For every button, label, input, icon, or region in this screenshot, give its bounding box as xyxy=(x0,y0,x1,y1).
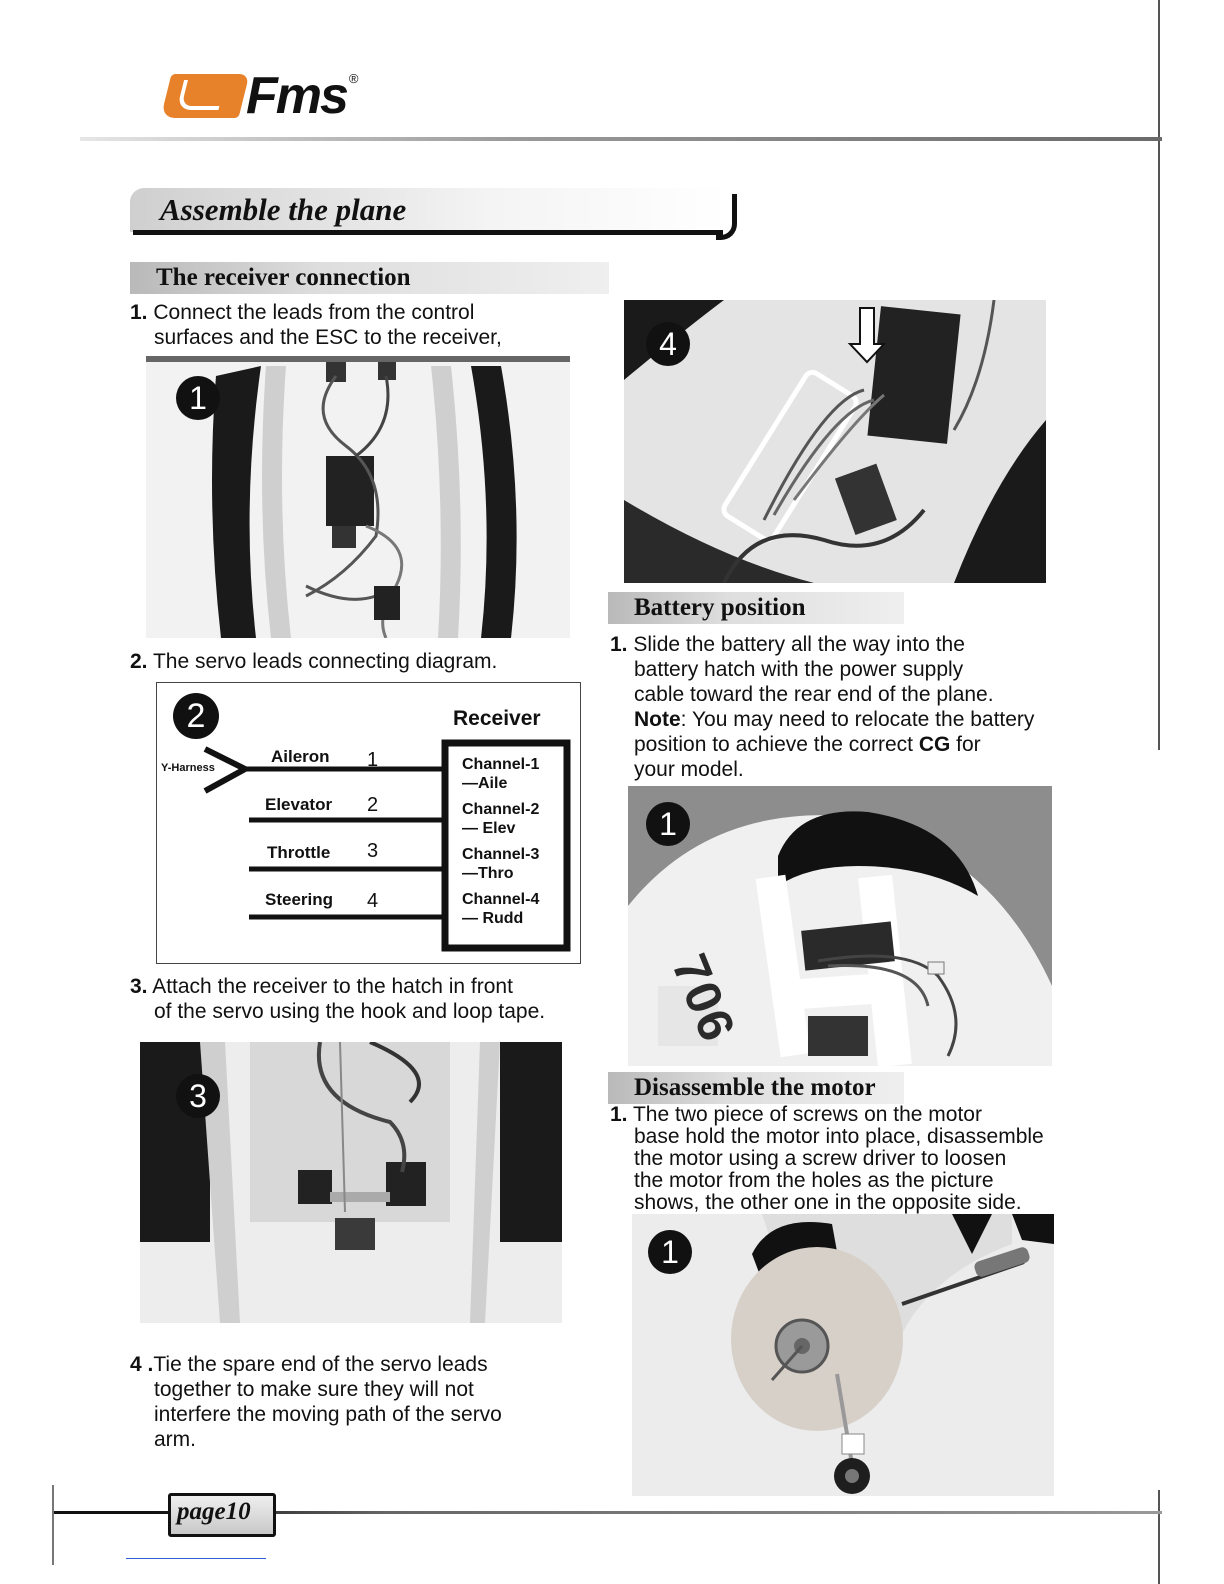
step-text: Connect the leads from the control xyxy=(153,301,475,324)
section-heading-motor xyxy=(608,1072,904,1104)
brand-mark-icon xyxy=(161,74,250,118)
page-title-banner xyxy=(130,188,730,232)
photo-motor-illustration xyxy=(632,1214,1054,1496)
servo-wiring-diagram xyxy=(156,682,581,964)
step-badge: 4 xyxy=(646,322,690,366)
page-number-box xyxy=(168,1493,276,1537)
brand-logo xyxy=(166,67,359,125)
channel-function: — Elev xyxy=(462,820,516,837)
wire-number: 1 xyxy=(367,749,379,771)
step-text: cable toward the rear end of the plane. xyxy=(634,683,994,706)
step-number: 2. xyxy=(130,650,148,673)
channel-name: Channel-1 xyxy=(462,756,540,773)
y-harness-label: Y-Harness xyxy=(161,762,215,774)
section-heading-receiver xyxy=(130,262,609,294)
photo-motor-removal xyxy=(632,1214,1054,1496)
wire-label: Aileron xyxy=(271,747,330,766)
note-cg: CG xyxy=(918,733,951,756)
battery-note-cont xyxy=(610,732,1110,757)
step-text: interfere the moving path of the servo xyxy=(154,1403,502,1426)
note-text: for xyxy=(950,733,981,756)
right-margin-line-bottom xyxy=(1158,1490,1160,1584)
step-text: surfaces and the ESC to the receiver, xyxy=(154,326,502,349)
plane-number: 706 xyxy=(661,946,747,1051)
photo-battery-hatch xyxy=(628,786,1052,1066)
motor-step-1 xyxy=(610,1104,1130,1214)
step-number: 1. xyxy=(610,1103,628,1126)
registered-mark: ® xyxy=(348,70,359,86)
step-badge: 3 xyxy=(176,1074,220,1118)
channel-3 xyxy=(462,845,539,883)
step-text: base hold the motor into place, disassemble xyxy=(634,1125,1044,1148)
step-badge: 1 xyxy=(646,802,690,846)
note-label: Note xyxy=(634,708,681,731)
title-underline xyxy=(133,230,723,235)
channel-4 xyxy=(462,890,539,928)
wire-number: 3 xyxy=(367,840,379,862)
wire-label: Steering xyxy=(265,890,334,909)
page-title: Assemble the plane xyxy=(160,192,407,227)
wire-number: 2 xyxy=(367,794,379,816)
step-text: the motor from the holes as the picture xyxy=(634,1169,994,1192)
wire-label: Throttle xyxy=(267,843,331,862)
battery-step-1 xyxy=(610,632,1110,782)
section-heading-motor-text: Disassemble the motor xyxy=(634,1074,876,1101)
section-heading-battery xyxy=(608,592,904,624)
channel-name: Channel-2 xyxy=(462,801,540,818)
receiver-step-3 xyxy=(130,974,610,1024)
step-badge: 1 xyxy=(176,376,220,420)
step-text: together to make sure they will not xyxy=(154,1378,474,1401)
step-text: arm. xyxy=(154,1428,196,1451)
wire-number: 4 xyxy=(367,890,379,912)
note-text: : You may need to relocate the battery xyxy=(680,708,1035,731)
step-number: 3. xyxy=(130,975,148,998)
channel-name: Channel-3 xyxy=(462,846,540,863)
step-number: 1. xyxy=(610,633,628,656)
section-heading-receiver-text: The receiver connection xyxy=(156,264,411,291)
step-text: your model. xyxy=(634,758,744,781)
step-number: 1. xyxy=(130,301,148,324)
wire-label: Elevator xyxy=(265,795,333,814)
receiver-label: Receiver xyxy=(453,707,541,730)
battery-note xyxy=(610,707,1110,732)
note-text: position to achieve the correct xyxy=(634,733,919,756)
channel-function: —Thro xyxy=(462,865,514,882)
step-text: Attach the receiver to the hatch in front xyxy=(152,975,513,998)
right-margin-line xyxy=(1158,0,1160,750)
step-text: shows, the other one in the opposite side. xyxy=(634,1191,1022,1214)
title-hook xyxy=(716,194,737,240)
step-text: battery hatch with the power supply xyxy=(634,658,964,681)
diagram-badge: 2 xyxy=(173,693,219,739)
receiver-step-2 xyxy=(130,649,600,674)
step-badge: 1 xyxy=(648,1230,692,1274)
photo-receiver-installed xyxy=(146,356,570,638)
receiver-step-1 xyxy=(130,300,600,350)
step-number: 4 . xyxy=(130,1353,154,1376)
photo-receiver-hatch xyxy=(140,1042,562,1323)
brand-name: Fms xyxy=(246,67,347,125)
channel-name: Channel-4 xyxy=(462,891,540,908)
step-text: Slide the battery all the way into the xyxy=(633,633,965,656)
step-text: Tie the spare end of the servo leads xyxy=(153,1353,488,1376)
channel-1 xyxy=(462,755,539,793)
channel-2 xyxy=(462,800,539,838)
header-divider xyxy=(80,137,1162,141)
step-text: The two piece of screws on the motor xyxy=(632,1103,982,1126)
channel-function: — Rudd xyxy=(462,910,524,927)
page-number: page10 xyxy=(177,1498,251,1525)
step-text: the motor using a screw driver to loosen xyxy=(634,1147,1007,1170)
photo-leads-tied xyxy=(624,300,1046,583)
channel-function: —Aile xyxy=(462,775,508,792)
step-text: The servo leads connecting diagram. xyxy=(152,650,498,673)
step-text: of the servo using the hook and loop tape. xyxy=(154,1000,546,1023)
receiver-step-4 xyxy=(130,1352,600,1452)
section-heading-battery-text: Battery position xyxy=(634,594,806,621)
footer-link-underline xyxy=(126,1558,266,1559)
left-margin-mark xyxy=(52,1485,54,1565)
